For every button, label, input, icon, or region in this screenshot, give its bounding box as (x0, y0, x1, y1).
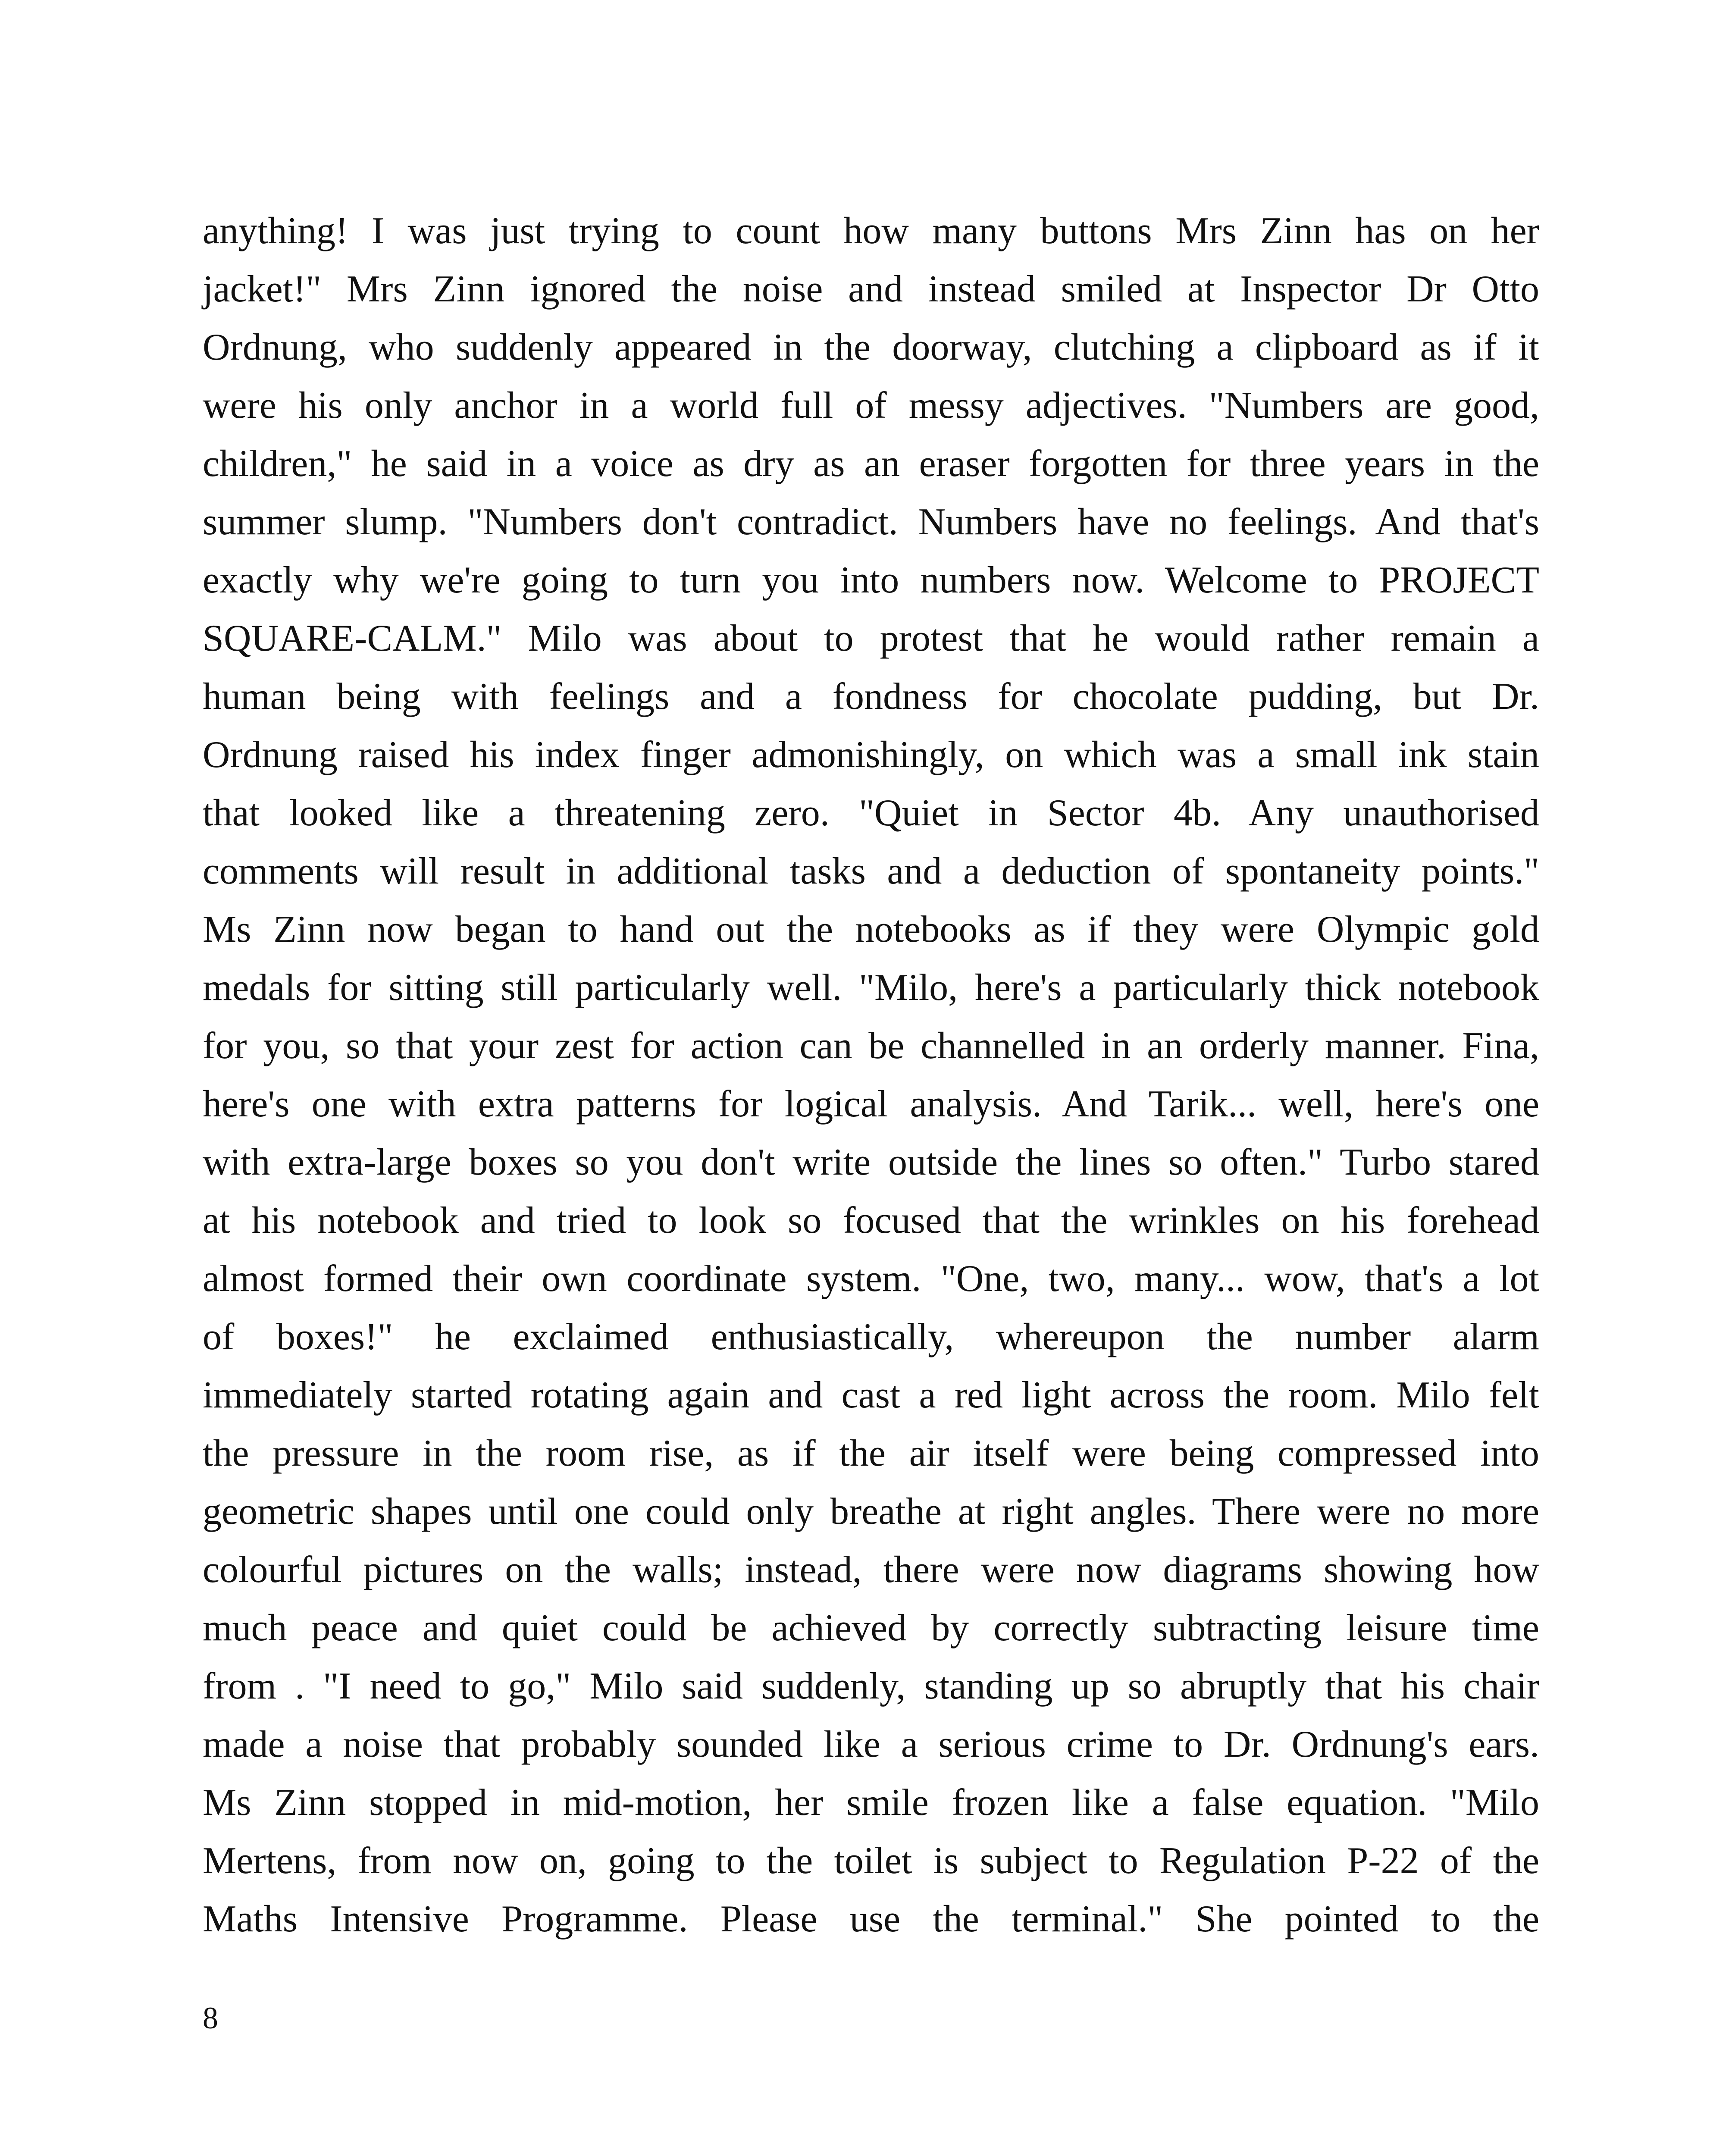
text-line: for you, so that your zest for action can be channelled in an orderly manner. Fina, (203, 1025, 1539, 1067)
text-line: at his notebook and tried to look so focused that the wrinkles on his forehead (203, 1200, 1539, 1241)
text-line: children," he said in a voice as dry as an eraser forgotten for three years in the (203, 443, 1539, 485)
text-line: Maths Intensive Programme. Please use the terminal." She pointed to the (203, 1898, 1539, 1940)
text-line: medals for sitting still particularly well. "Milo, here's a particularly thick notebook (203, 967, 1539, 1009)
text-line: exactly why we're going to turn you into numbers now. Welcome to PROJECT (203, 559, 1539, 601)
text-line: Ordnung, who suddenly appeared in the doorway, clutching a clipboard as if it (203, 326, 1539, 368)
text-line: Ms Zinn now began to hand out the notebooks as if they were Olympic gold (203, 909, 1539, 950)
text-line: of boxes!" he exclaimed enthusiastically, whereupon the number alarm (203, 1316, 1539, 1358)
text-line: immediately started rotating again and cast a red light across the room. Milo felt (203, 1374, 1539, 1416)
text-line: almost formed their own coordinate system. "One, two, many... wow, that's a lot (203, 1258, 1539, 1300)
text-line: comments will result in additional tasks and a deduction of spontaneity points." (203, 850, 1539, 892)
text-line: SQUARE-CALM." Milo was about to protest that he would rather remain a (203, 617, 1539, 659)
body-text (203, 202, 1539, 1948)
text-line: human being with feelings and a fondness for chocolate pudding, but Dr. (203, 676, 1539, 718)
text-line: here's one with extra patterns for logical analysis. And Tarik... well, here's one (203, 1083, 1539, 1125)
text-line: the pressure in the room rise, as if the air itself were being compressed into (203, 1432, 1539, 1474)
page-number: 8 (203, 2001, 218, 2035)
text-line: made a noise that probably sounded like a serious crime to Dr. Ordnung's ears. (203, 1724, 1539, 1765)
text-line: jacket!" Mrs Zinn ignored the noise and instead smiled at Inspector Dr Otto (203, 268, 1539, 310)
text-line: from . "I need to go," Milo said suddenly, standing up so abruptly that his chair (203, 1665, 1539, 1707)
text-line: with extra-large boxes so you don't write outside the lines so often." Turbo stared (203, 1141, 1539, 1183)
text-line: summer slump. "Numbers don't contradict. Numbers have no feelings. And that's (203, 501, 1539, 543)
text-line: Ordnung raised his index finger admonishingly, on which was a small ink stain (203, 734, 1539, 776)
text-line: were his only anchor in a world full of messy adjectives. "Numbers are good, (203, 385, 1539, 426)
text-line: much peace and quiet could be achieved by correctly subtracting leisure time (203, 1607, 1539, 1649)
text-line: geometric shapes until one could only breathe at right angles. There were no more (203, 1491, 1539, 1532)
text-line: Mertens, from now on, going to the toilet is subject to Regulation P-22 of the (203, 1840, 1539, 1882)
text-line: anything! I was just trying to count how many buttons Mrs Zinn has on her (203, 210, 1539, 252)
text-line: colourful pictures on the walls; instead, there were now diagrams showing how (203, 1549, 1539, 1591)
text-line: Ms Zinn stopped in mid-motion, her smile frozen like a false equation. "Milo (203, 1782, 1539, 1824)
text-line: that looked like a threatening zero. "Quiet in Sector 4b. Any unauthorised (203, 792, 1539, 834)
